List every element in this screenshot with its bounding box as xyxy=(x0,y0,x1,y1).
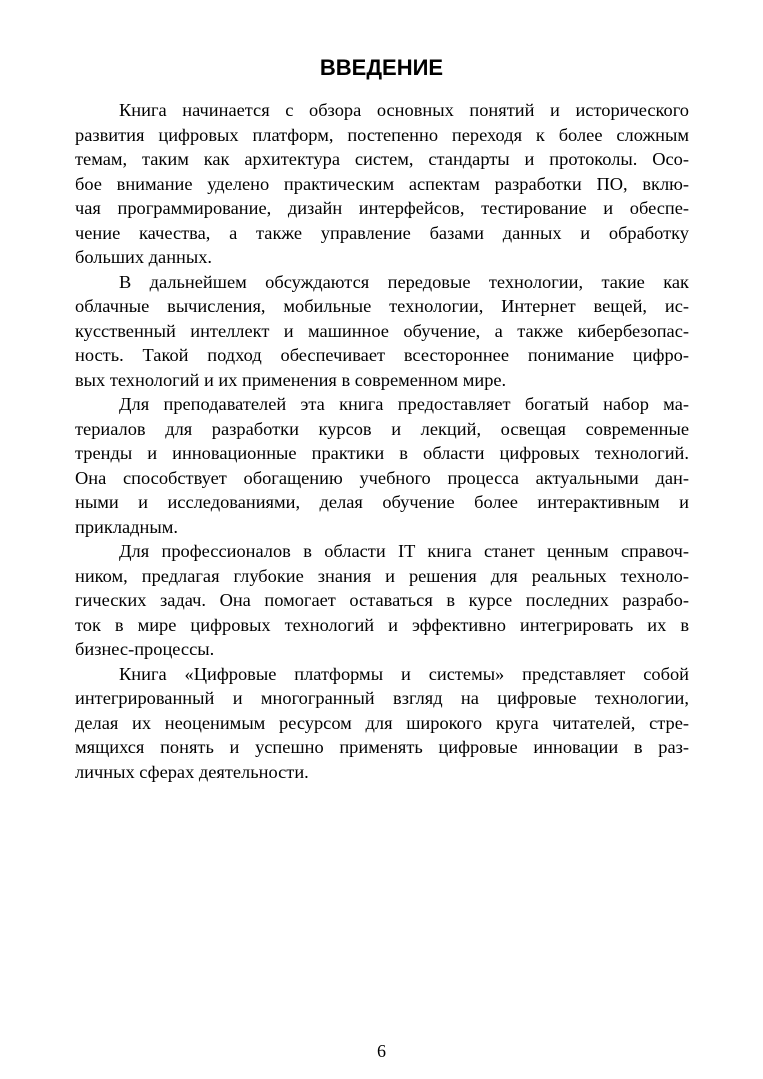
text-line: развития цифровых платформ, постепенно переходя к более сложным xyxy=(75,124,689,145)
text-line: прикладным. xyxy=(75,516,178,537)
paragraph xyxy=(75,539,689,662)
body-text xyxy=(75,98,689,784)
text-line: Для профессионалов в области IT книга станет ценным справоч- xyxy=(119,541,689,561)
text-line: кусственный интеллект и машинное обучение, а также кибербезопас- xyxy=(75,320,689,341)
text-line: ными и исследованиями, делая обучение более интерактивным и xyxy=(75,492,689,512)
text-line: Книга «Цифровые платформы и системы» представляет собой xyxy=(119,663,689,684)
paragraph xyxy=(75,270,689,393)
text-line: вых технологий и их применения в современном мире. xyxy=(75,369,507,390)
text-line: личных сферах деятельности. xyxy=(75,761,309,782)
text-line: ником, предлагая глубокие знания и решения для реальных техноло- xyxy=(75,565,689,586)
paragraph xyxy=(75,392,689,539)
text-line: интегрированный и многогранный взгляд на цифровые технологии, xyxy=(75,688,689,708)
page-number: 6 xyxy=(377,1041,386,1061)
paragraph xyxy=(75,662,689,785)
text-line: гических задач. Она помогает оставаться в курсе последних разрабо- xyxy=(75,590,689,610)
text-line: ток в мире цифровых технологий и эффективно интегрировать их в xyxy=(75,614,689,635)
text-line: Книга начинается с обзора основных понятий и исторического xyxy=(119,100,689,120)
text-line: В дальнейшем обсуждаются передовые технологии, такие как xyxy=(119,271,689,292)
text-line: Она способствует обогащению учебного процесса актуальными дан- xyxy=(75,467,689,488)
paragraph xyxy=(75,98,689,270)
text-line: бизнес-процессы. xyxy=(75,639,215,659)
text-line: мящихся понять и успешно применять цифровые инновации в раз- xyxy=(75,737,689,757)
text-line: больших данных. xyxy=(75,247,213,267)
text-line: делая их неоценимым ресурсом для широкого круга читателей, стре- xyxy=(75,712,689,733)
text-line: чение качества, а также управление базами данных и обработку xyxy=(75,222,689,243)
text-line: бое внимание уделено практическим аспектам разработки ПО, вклю- xyxy=(75,173,689,194)
text-line: темам, таким как архитектура систем, стандарты и протоколы. Осо- xyxy=(75,149,689,169)
page-title: ВВЕДЕНИЕ xyxy=(319,55,444,80)
text-line: облачные вычисления, мобильные технологии, Интернет вещей, ис- xyxy=(75,296,689,316)
text-line: чая программирование, дизайн интерфейсов, тестирование и обеспе- xyxy=(75,198,689,218)
text-line: тренды и инновационные практики в области цифровых технологий. xyxy=(75,443,689,463)
text-line: ность. Такой подход обеспечивает всестороннее понимание цифро- xyxy=(75,345,689,365)
text-line: Для преподавателей эта книга предоставляет богатый набор ма- xyxy=(119,394,689,414)
text-line: териалов для разработки курсов и лекций, освещая современные xyxy=(75,418,689,439)
